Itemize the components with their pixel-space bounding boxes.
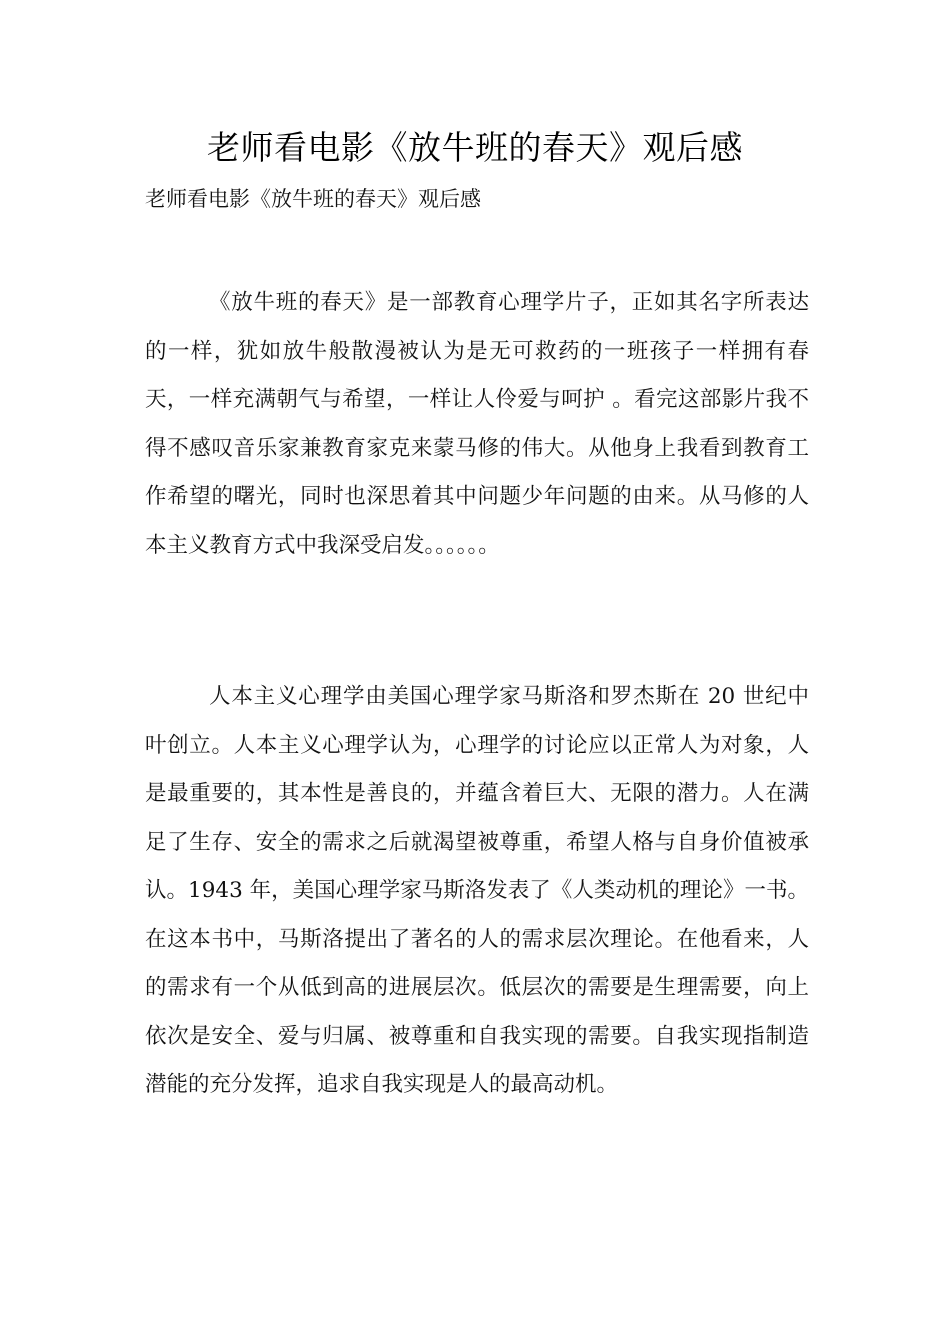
paragraph-1: 《放牛班的春天》是一部教育心理学片子，正如其名字所表达的一样，犹如放牛般散漫被认为是无可救药的一班孩子一样拥有春天，一样充满朝气与希望，一样让人伶爱与呵护 。看完这部影片我不得不感叹音乐家兼教育家克来蒙马修的伟大。从他身上我看到教育工作希望的曙光，同时也深思着其中问题少年问题的由来。从马修的人本主义教育方式中我深受启发。。。。。。	[145, 290, 809, 558]
document-title: 老师看电影《放牛班的春天》观后感	[207, 128, 743, 167]
document-subtitle: 老师看电影《放牛班的春天》观后感	[145, 187, 481, 211]
paragraph-2: 人本主义心理学由美国心理学家马斯洛和罗杰斯在 20 世纪中叶创立。人本主义心理学认为，心理学的讨论应以正常人为对象，人是最重要的，其本性是善良的，并蕴含着巨大、无限的潜力。人在满足了生存、安全的需求之后就渴望被尊重，希望人格与自身价值被承认。1943 年，美国心理学家马斯洛发表了《人类动机的理论》一书。在这本书中，马斯洛提出了著名的人的需求层次理论。在他看来，人的需求有一个从低到高的进展层次。低层次的需要是生理需要，向上依次是安全、爱与归属、被尊重和自我实现的需要。自我实现指制造潜能的充分发挥，追求自我实现是人的最高动机。	[145, 684, 809, 1097]
